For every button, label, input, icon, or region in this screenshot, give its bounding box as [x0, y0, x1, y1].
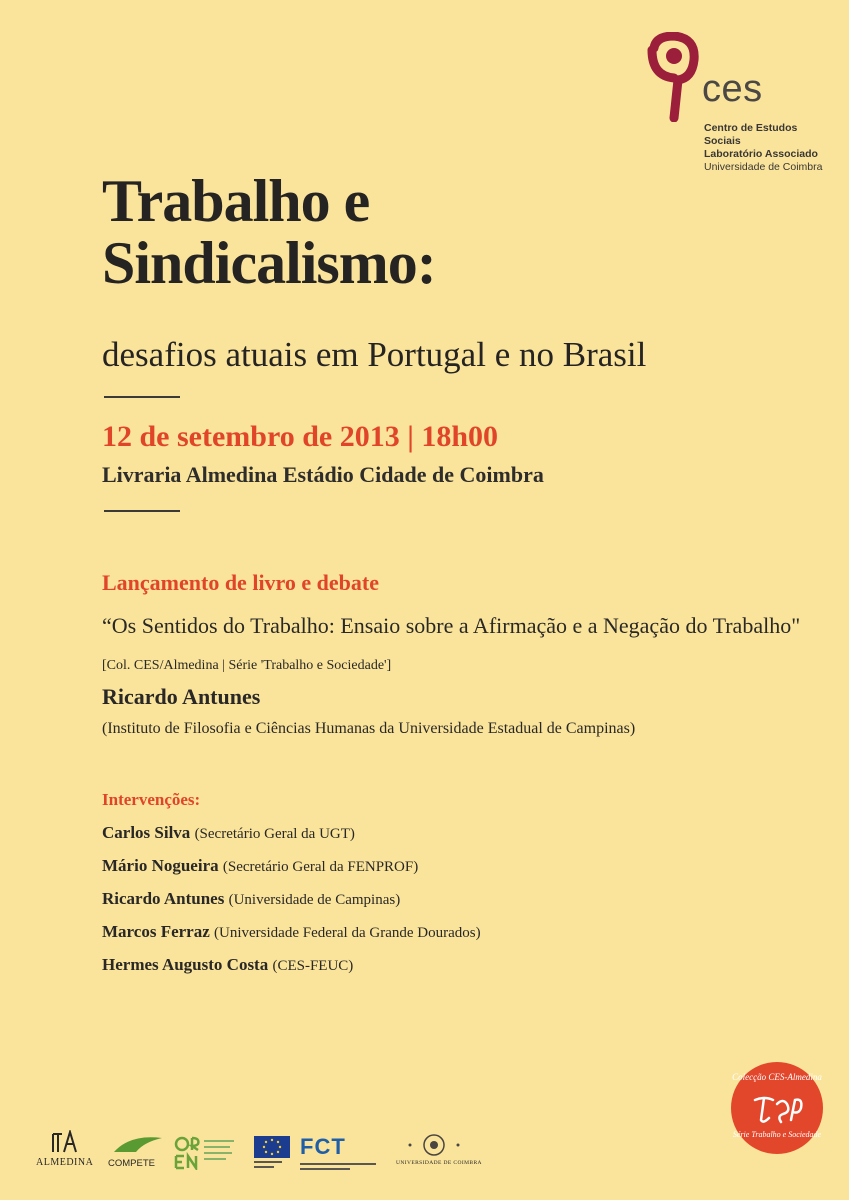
- speaker-name: Hermes Augusto Costa: [102, 955, 269, 974]
- speaker-affiliation: (Universidade Federal da Grande Dourados): [214, 925, 481, 941]
- author-affiliation: (Instituto de Filosofia e Ciências Humanas da Universidade Estadual de Campinas): [102, 720, 636, 737]
- book-author: Ricardo Antunes: [102, 684, 261, 709]
- speaker-list: [102, 818, 481, 983]
- series-badge: [731, 1062, 823, 1154]
- page-title: [102, 170, 436, 294]
- compete-text: COMPETE: [108, 1158, 155, 1169]
- fct-text: FCT: [300, 1134, 346, 1159]
- page-subtitle: desafios atuais em Portugal e no Brasil: [102, 335, 647, 374]
- ces-name-block: [704, 122, 830, 174]
- qren-icon: [174, 1136, 240, 1170]
- speaker-item: [102, 851, 481, 884]
- speaker-name: Mário Nogueira: [102, 856, 219, 875]
- launch-heading: Lançamento de livro e debate: [102, 570, 380, 595]
- divider-top: [104, 396, 180, 398]
- ces-line2: Laboratório Associado: [704, 148, 818, 160]
- series-mark-icon: [731, 1090, 823, 1128]
- ces-line1: Centro de Estudos Sociais: [704, 122, 798, 147]
- badge-top-text: Colecção CES-Almedina: [732, 1072, 822, 1082]
- eu-flag-icon: [254, 1136, 290, 1170]
- eu-logo: [254, 1136, 290, 1170]
- interventions-heading: Intervenções:: [102, 790, 201, 809]
- compete-logo: [106, 1134, 168, 1174]
- book-title: “Os Sentidos do Trabalho: Ensaio sobre a Afirmação e a Negação do Trabalho": [102, 613, 801, 638]
- uc-seal-icon: [396, 1132, 472, 1160]
- title-line1: Trabalho e: [102, 168, 370, 234]
- compete-icon: [110, 1134, 166, 1154]
- speaker-affiliation: (Universidade de Campinas): [228, 892, 401, 908]
- speaker-item: [102, 884, 481, 917]
- uc-logo: [396, 1132, 482, 1172]
- ces-mark-icon: [644, 32, 706, 122]
- speaker-affiliation: (CES-FEUC): [272, 958, 354, 974]
- qren-logo: [174, 1136, 240, 1170]
- speaker-name: Marcos Ferraz: [102, 922, 210, 941]
- speaker-affiliation: (Secretário Geral da FENPROF): [222, 859, 419, 875]
- speaker-item: [102, 950, 481, 983]
- ces-logo: [640, 28, 830, 173]
- speaker-name: Ricardo Antunes: [102, 889, 225, 908]
- speaker-affiliation: (Secretário Geral da UGT): [194, 826, 355, 842]
- speaker-item: [102, 917, 481, 950]
- ces-wordmark: ces: [702, 68, 763, 110]
- fct-subtext-icon: [300, 1162, 380, 1172]
- fct-logo: [300, 1136, 380, 1172]
- speaker-name: Carlos Silva: [102, 823, 191, 842]
- uc-text: UNIVERSIDADE DE COIMBRA: [396, 1160, 482, 1166]
- ces-line3: Universidade de Coimbra: [704, 161, 823, 173]
- divider-bottom: [104, 510, 180, 512]
- badge-bottom-text: Série Trabalho e Sociedade: [732, 1130, 822, 1139]
- almedina-text: ALMEDINA: [36, 1157, 94, 1168]
- title-line2: Sindicalismo:: [102, 230, 436, 296]
- event-date: 12 de setembro de 2013 | 18h00: [102, 420, 499, 453]
- speaker-item: [102, 818, 481, 851]
- book-collection: [Col. CES/Almedina | Série 'Trabalho e Sociedade']: [102, 658, 392, 673]
- almedina-logo: [36, 1130, 96, 1172]
- book-info: [102, 608, 802, 684]
- event-venue: Livraria Almedina Estádio Cidade de Coimbra: [102, 462, 544, 487]
- almedina-icon: [50, 1130, 80, 1154]
